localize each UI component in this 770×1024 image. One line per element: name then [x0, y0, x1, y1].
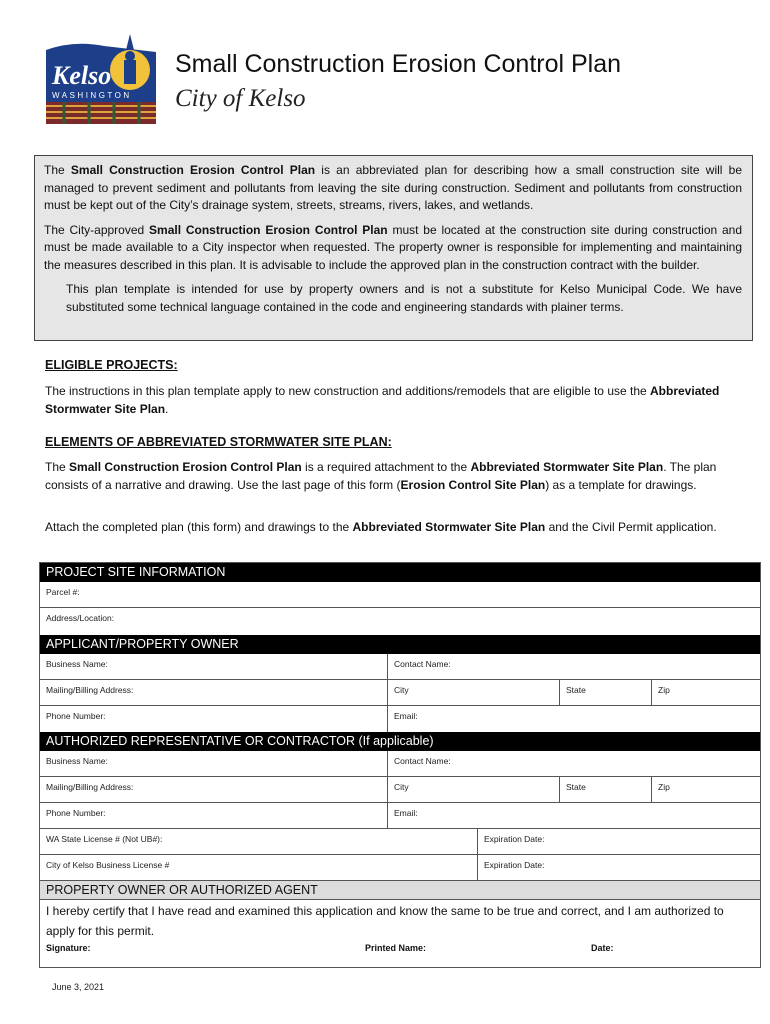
- date-label[interactable]: Date:: [591, 943, 614, 953]
- rep-row-2: [40, 777, 760, 803]
- intro-box: [34, 155, 753, 341]
- parcel-row[interactable]: [40, 582, 760, 608]
- property-owner-header: PROPERTY OWNER OR AUTHORIZED AGENT: [40, 880, 760, 900]
- applicant-state-field[interactable]: State: [559, 680, 651, 705]
- rep-row-5: [40, 855, 760, 881]
- applicant-zip-field[interactable]: Zip: [651, 680, 760, 705]
- rep-row-1: [40, 751, 760, 777]
- parcel-field[interactable]: Parcel #:: [46, 587, 80, 597]
- eligible-projects-heading: ELIGIBLE PROJECTS:: [45, 358, 178, 372]
- rep-row-4: [40, 829, 760, 855]
- printed-name-label[interactable]: Printed Name:: [365, 943, 427, 953]
- applicant-city-field[interactable]: City: [387, 680, 559, 705]
- applicant-row-3: [40, 706, 760, 732]
- representative-header: AUTHORIZED REPRESENTATIVE OR CONTRACTOR (If applicable): [40, 732, 760, 751]
- rep-city-field[interactable]: City: [387, 777, 559, 802]
- rep-mailing-address-field[interactable]: Mailing/Billing Address:: [46, 782, 134, 792]
- elements-heading: ELEMENTS OF ABBREVIATED STORMWATER SITE PLAN:: [45, 435, 392, 449]
- applicant-contact-name-field[interactable]: Contact Name:: [387, 654, 760, 679]
- elements-paragraph-1: The Small Construction Erosion Control Plan is a required attachment to the Abbreviated Stormwater Site Plan. The plan consists of a narrative and drawing. Use the last page of this form (Erosion Control Site Plan) as a template for drawings.: [45, 460, 717, 492]
- applicant-business-name-field[interactable]: Business Name:: [46, 659, 108, 669]
- intro-paragraph-1: The Small Construction Erosion Control Plan is an abbreviated plan for describing how a small construction site will be managed to prevent sediment and pollutants from leaving the site during construction. Sediment and pollutants from construction must be kept out of the City’s drainage system, streets, streams, rivers, lakes, and wetlands.: [44, 163, 742, 212]
- intro-paragraph-3: This plan template is intended for use by property owners and is not a substitute for Kelso Municipal Code. We have substituted some technical language contained in the code and engineering standards with plainer terms.: [66, 282, 742, 314]
- applicant-phone-field[interactable]: Phone Number:: [46, 711, 106, 721]
- rep-email-field[interactable]: Email:: [387, 803, 760, 828]
- eligible-projects-text: The instructions in this plan template apply to new construction and additions/remodels that are eligible to use the Abbreviated Stormwater Site Plan.: [45, 384, 720, 416]
- rep-zip-field[interactable]: Zip: [651, 777, 760, 802]
- applicant-email-field[interactable]: Email:: [387, 706, 760, 732]
- kelso-license-field[interactable]: City of Kelso Business License #: [46, 860, 170, 870]
- rep-phone-field[interactable]: Phone Number:: [46, 808, 106, 818]
- wa-license-expiration-field[interactable]: Expiration Date:: [477, 829, 760, 854]
- applicant-mailing-address-field[interactable]: Mailing/Billing Address:: [46, 685, 134, 695]
- intro-paragraph-2: The City-approved Small Construction Erosion Control Plan must be located at the construction site during construction and must be made available to a City inspector when requested. The property owner is responsible for implementing and maintaining the measures described in this plan. It is advisable to include the approved plan in the construction contract with the builder.: [44, 222, 743, 272]
- rep-business-name-field[interactable]: Business Name:: [46, 756, 108, 766]
- rep-contact-name-field[interactable]: Contact Name:: [387, 751, 760, 776]
- address-row[interactable]: [40, 608, 760, 635]
- logo-subtext: WASHINGTON: [52, 91, 132, 100]
- permit-form: [39, 562, 761, 968]
- page-title: Small Construction Erosion Control Plan: [175, 50, 622, 78]
- elements-paragraph-2: Attach the completed plan (this form) and drawings to the Abbreviated Stormwater Site Plan and the Civil Permit application.: [45, 520, 717, 534]
- certification-text: I hereby certify that I have read and examined this application and know the same to be true and correct, and I am authorized to apply for this permit.: [46, 904, 724, 938]
- project-site-header: PROJECT SITE INFORMATION: [40, 563, 760, 582]
- kelso-license-expiration-field[interactable]: Expiration Date:: [477, 855, 760, 881]
- logo-wordmark: Kelso: [52, 61, 112, 90]
- applicant-row-1: [40, 654, 760, 680]
- applicant-header: APPLICANT/PROPERTY OWNER: [40, 635, 760, 654]
- rep-state-field[interactable]: State: [559, 777, 651, 802]
- footer-date: June 3, 2021: [52, 982, 105, 992]
- applicant-row-2: [40, 680, 760, 706]
- rep-row-3: [40, 803, 760, 829]
- city-of-kelso-logo: [44, 30, 162, 128]
- address-field[interactable]: Address/Location:: [46, 613, 115, 623]
- page-subtitle: City of Kelso: [175, 85, 306, 112]
- wa-license-field[interactable]: WA State License # (Not UB#):: [46, 834, 163, 844]
- signature-label[interactable]: Signature:: [46, 943, 91, 953]
